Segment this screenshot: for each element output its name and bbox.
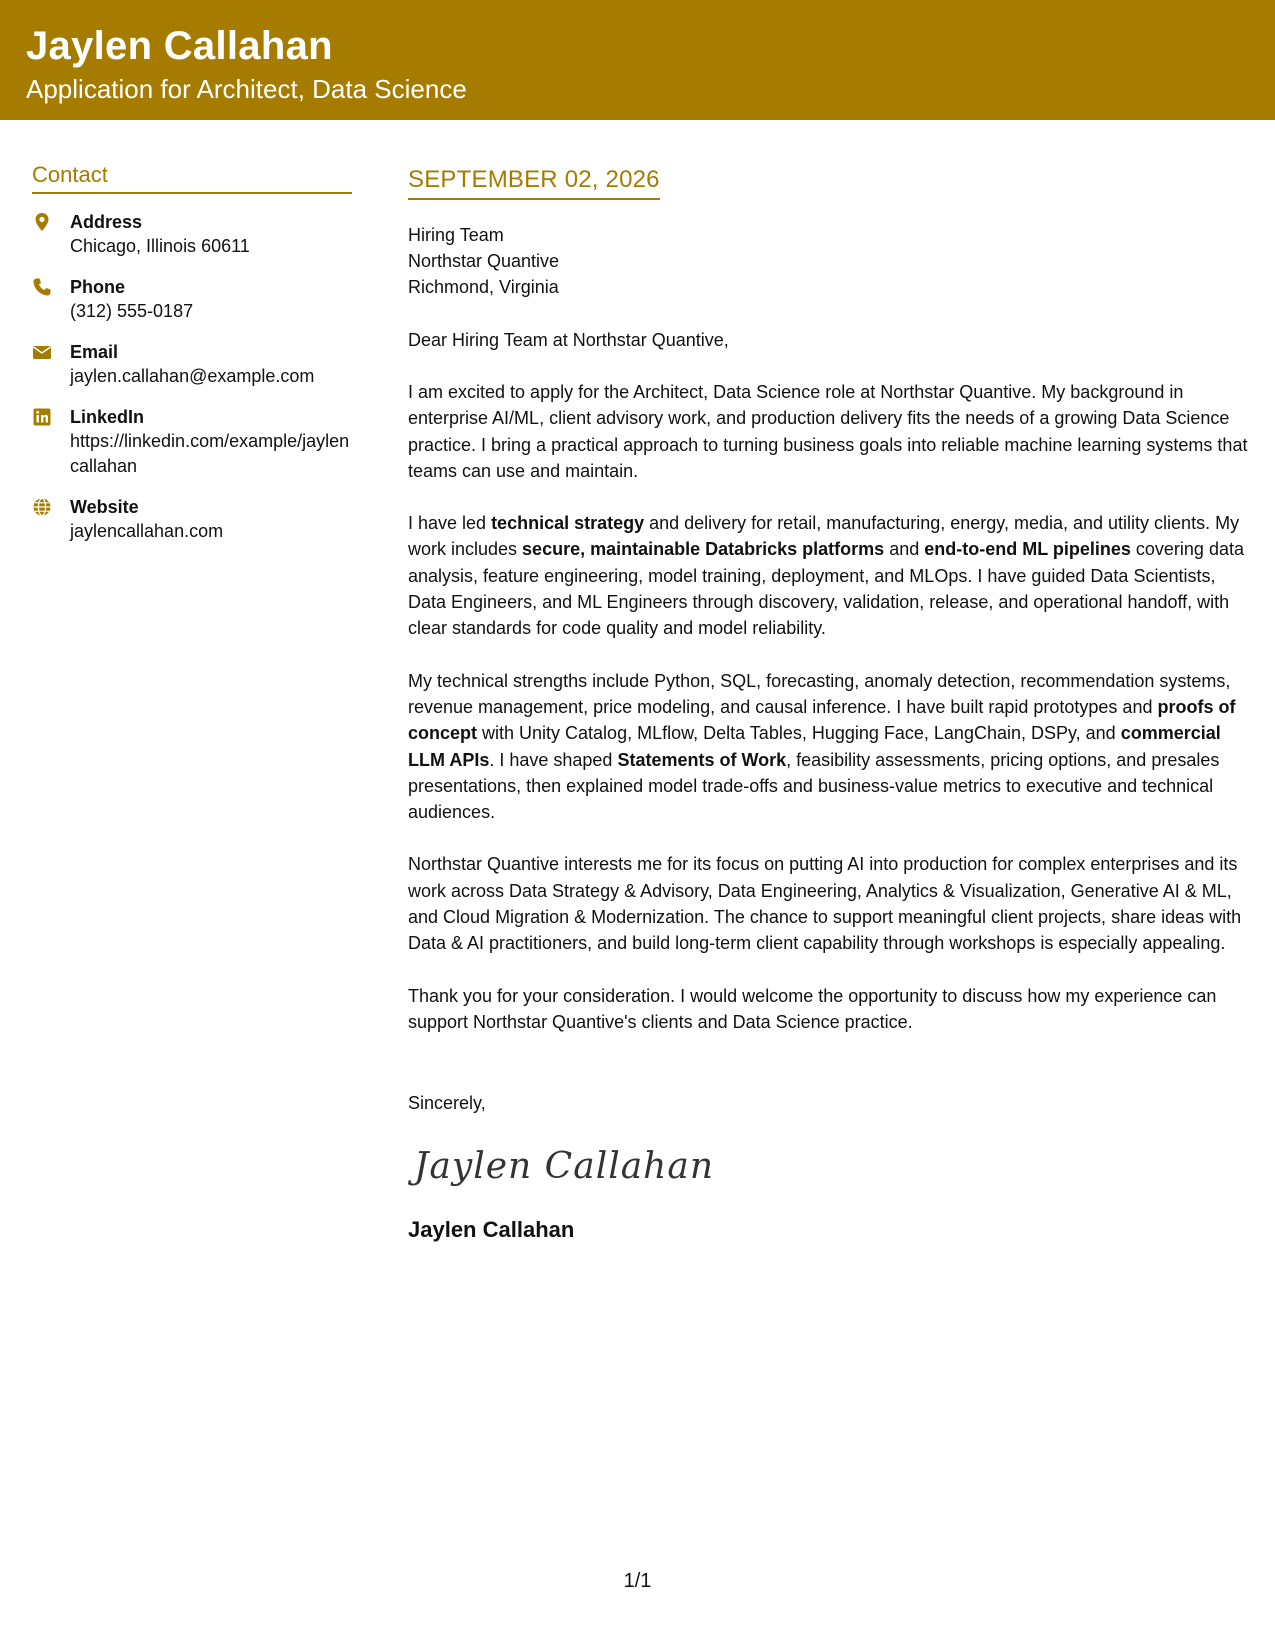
body-text: and delivery for retail, manufacturing, energy, media, and utility clients. My work includes xyxy=(408,513,1240,560)
linkedin-icon xyxy=(32,405,70,479)
body-text: I am excited to apply for the Architect, Data Science role at Northstar Quantive. My background in enterprise AI/ML, client advisory work, and production delivery fits the needs of a growing Data Science practice. I bring a practical approach to turning business goals into reliable machine learning systems that teams can use and maintain. xyxy=(408,382,1248,481)
applicant-name: Jaylen Callahan xyxy=(26,24,333,68)
contact-value: (312) 555-0187 xyxy=(70,301,194,321)
letter-paragraph xyxy=(408,851,1254,956)
contact-label: Address xyxy=(70,212,143,232)
recipient-line: Richmond, Virginia xyxy=(408,277,559,297)
contact-section-title: Contact xyxy=(32,162,352,194)
page-number: 1/1 xyxy=(623,1570,652,1592)
contact-label: Phone xyxy=(70,277,126,297)
body-text: covering data analysis, feature engineering, model training, deployment, and MLOps. I have guided Data Scientists, Data Engineers, and ML Engineers through discovery, validation, release, and operational handoff, with clear standards for code quality and model reliability. xyxy=(408,539,1244,639)
map-pin-icon xyxy=(32,210,70,259)
contact-item-website xyxy=(32,495,352,544)
body-text: with Unity Catalog, MLflow, Delta Tables, Hugging Face, LangChain, DSPy, and xyxy=(477,723,1121,744)
contact-label: LinkedIn xyxy=(70,407,145,427)
contact-item-phone xyxy=(32,275,352,324)
envelope-icon xyxy=(32,340,70,389)
contact-item-email xyxy=(32,340,352,389)
phone-icon xyxy=(32,275,70,324)
recipient-line: Hiring Team xyxy=(408,225,504,245)
emphasis-text: technical strategy xyxy=(491,513,645,534)
salutation: Dear Hiring Team at Northstar Quantive, xyxy=(408,330,729,350)
body-text: Thank you for your consideration. I would welcome the opportunity to discuss how my experience can support Northstar Quantive's clients and Data Science practice. xyxy=(408,985,1217,1032)
contact-label: Website xyxy=(70,497,139,517)
contact-sidebar xyxy=(32,162,352,560)
contact-item-address xyxy=(32,210,352,259)
body-text: and xyxy=(884,539,925,560)
emphasis-text: Statements of Work xyxy=(617,749,787,770)
body-text: . I have shaped xyxy=(489,749,618,770)
emphasis-text: proofs of concept xyxy=(408,696,1236,744)
contact-value: Chicago, Illinois 60611 xyxy=(70,236,250,256)
contact-value: jaylencallahan.com xyxy=(70,521,224,541)
contact-value: jaylen.callahan@example.com xyxy=(70,366,315,386)
contact-value: https://linkedin.com/example/jaylencallahan xyxy=(70,431,350,476)
recipient-block xyxy=(408,222,1254,300)
letter-body xyxy=(408,166,1254,1243)
emphasis-text: secure, maintainable Databricks platforms xyxy=(522,539,885,560)
body-text: Northstar Quantive interests me for its focus on putting AI into production for complex enterprises and its work across Data Strategy & Advisory, Data Engineering, Analytics & Visualization, Generative AI & ML, and Cloud Migration & Modernization. The chance to support meaningful client projects, share ideas with Data & AI practitioners, and build long-term client capability through workshops is especially appealing. xyxy=(408,854,1242,954)
handwritten-signature: Jaylen Callahan xyxy=(414,1146,715,1188)
letter-paragraph xyxy=(408,510,1254,641)
body-text: , feasibility assessments, pricing options, and presales presentations, then explained model trade-offs and business-value metrics to executive and technical audiences. xyxy=(408,749,1220,823)
body-text: My technical strengths include Python, SQL, forecasting, anomaly detection, recommendation systems, revenue management, price modeling, and causal inference. I have built rapid prototypes and xyxy=(408,670,1231,717)
letter-paragraph xyxy=(408,668,1254,826)
letter-paragraph xyxy=(408,983,1254,1036)
globe-icon xyxy=(32,495,70,544)
signed-name: Jaylen Callahan xyxy=(408,1217,575,1243)
contact-label: Email xyxy=(70,342,119,362)
letter-date: SEPTEMBER 02, 2026 xyxy=(408,166,660,200)
contact-item-linkedin xyxy=(32,405,352,479)
header-banner xyxy=(0,0,1275,120)
closing: Sincerely, xyxy=(408,1093,486,1114)
emphasis-text: commercial LLM APIs xyxy=(408,723,1221,770)
letter-paragraph xyxy=(408,379,1254,484)
recipient-line: Northstar Quantive xyxy=(408,251,560,271)
body-text: I have led xyxy=(408,513,492,534)
application-subtitle: Application for Architect, Data Science xyxy=(26,74,467,104)
emphasis-text: end-to-end ML pipelines xyxy=(924,539,1131,560)
